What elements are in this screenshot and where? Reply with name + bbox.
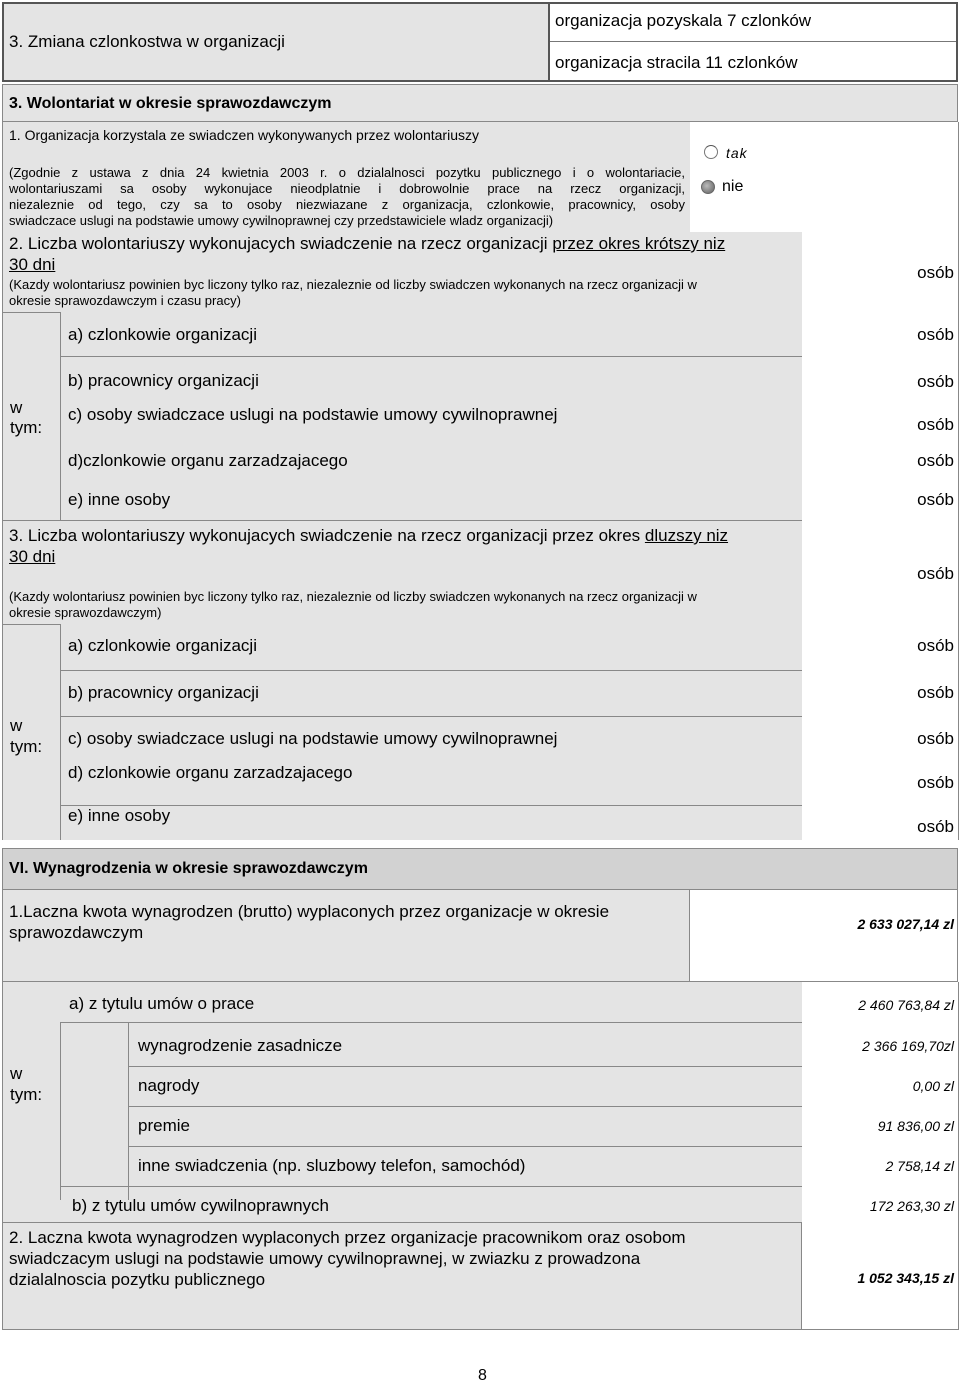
q2-item: a) czlonkowie organizacji (68, 325, 257, 344)
q2-unit: osób (917, 372, 954, 391)
total-value: 2 633 027,14 zl (857, 916, 954, 932)
q2-salary-label-line: dzialalnoscia pozytku publicznego (9, 1270, 266, 1289)
option-yes-label: tak (726, 145, 748, 161)
q3-note-line: (Kazdy wolontariusz powinien byc liczony tylko raz, niezaleznie od liczby swiadczen wykonanych na rzecz organizacji w (9, 589, 697, 604)
q2-unit: osób (917, 263, 954, 282)
q3-note-line: okresie sprawozdawczym) (9, 605, 162, 620)
employment-value: 2 460 763,84 zl (858, 997, 954, 1013)
q2-duration: przez okres krótszy niz (552, 234, 726, 253)
total-label-line: 1.Laczna kwota wynagrodzen (brutto) wyplaconych przez organizacje w okresie (9, 902, 610, 921)
q2-item: b) pracownicy organizacji (68, 371, 259, 390)
bonuses-label: premie (138, 1116, 190, 1135)
q2-note-line: (Kazdy wolontariusz powinien byc liczony tylko raz, niezaleznie od liczby swiadczen wykonanych na rzecz organizacji w (9, 277, 697, 292)
q3-unit: osób (917, 773, 954, 792)
row-divider (128, 1066, 802, 1067)
q1-note-line: (Zgodnie z ustawa z dnia 24 kwietnia 2003 r. o dzialalnosci pozytku publicznego i o wolontariacie, (9, 165, 685, 180)
q2-salary-label-line: 2. Laczna kwota wynagrodzen wyplaconych przez organizacje pracownikom oraz osobom (9, 1228, 686, 1247)
w-label: w (10, 398, 23, 417)
q3-unit: osób (917, 817, 954, 836)
q3-duration: dluzszy niz (644, 526, 729, 545)
employment-label: a) z tytulu umów o prace (69, 994, 255, 1013)
w-label: w (10, 716, 23, 735)
base-salary-value: 2 366 169,70zl (862, 1038, 954, 1054)
other-benefits-value: 2 758,14 zl (885, 1158, 954, 1174)
q2-item: e) inne osoby (68, 490, 171, 509)
option-no-label: nie (722, 178, 744, 195)
q3-duration-days: 30 dni (9, 547, 56, 566)
q3-unit: osób (917, 683, 954, 702)
row-divider (60, 1022, 802, 1023)
total-value-cell (690, 890, 958, 982)
q3-item: e) inne osoby (68, 806, 171, 825)
q2-unit: osób (917, 490, 954, 509)
q3-item: b) pracownicy organizacji (68, 683, 259, 702)
awards-value: 0,00 zl (912, 1078, 954, 1094)
tym-label: tym: (10, 1085, 43, 1104)
q3-item: a) czlonkowie organizacji (68, 636, 257, 655)
right-border (958, 122, 959, 840)
civil-contracts-label: b) z tytulu umów cywilnoprawnych (72, 1196, 329, 1215)
volunteering-title: 3. Wolontariat w okresie sprawozdawczym (9, 95, 332, 112)
base-salary-label: wynagrodzenie zasadnicze (138, 1036, 343, 1055)
row-divider (60, 716, 802, 717)
q2-duration-days: 30 dni (9, 255, 56, 274)
membership-label: 3. Zmiana czlonkostwa w organizacji (9, 32, 285, 51)
q2-salary-value: 1 052 343,15 zl (857, 1270, 954, 1286)
radio-yes[interactable] (704, 145, 718, 159)
row-divider (60, 805, 802, 806)
q2-unit: osób (917, 451, 954, 470)
row-divider (128, 1106, 802, 1107)
row-divider (60, 356, 802, 357)
q2-note-line: okresie sprawozdawczym i czasu pracy) (9, 293, 241, 308)
right-border (958, 982, 959, 1330)
row-divider (2, 520, 802, 521)
members-gained: organizacja pozyskala 7 czlonków (555, 11, 812, 30)
q2-question-text: 2. Liczba wolontariuszy wykonujacych swiadczenie na rzecz organizacji (9, 234, 553, 253)
members-lost: organizacja stracila 11 czlonków (555, 53, 798, 72)
row-divider (60, 1186, 802, 1187)
bonuses-value: 91 836,00 zl (877, 1118, 954, 1134)
q3-unit: osób (917, 636, 954, 655)
total-label-line: sprawozdawczym (9, 923, 144, 942)
q3-item: d) czlonkowie organu zarzadzajacego (68, 763, 353, 782)
bottom-border (802, 1329, 958, 1330)
q2-item: d)czlonkowie organu zarzadzajacego (68, 451, 348, 470)
divider (550, 41, 956, 42)
tym-label: tym: (10, 418, 43, 437)
page-number: 8 (478, 1367, 487, 1384)
q2-unit: osób (917, 415, 954, 434)
q3-question (9, 526, 728, 546)
awards-label: nagrody (138, 1076, 200, 1095)
q3-unit: osób (917, 564, 954, 583)
w-label: w (10, 1064, 23, 1083)
q2-question (9, 234, 725, 254)
q3-item: c) osoby swiadczace uslugi na podstawie umowy cywilnoprawnej (68, 729, 558, 748)
q3-question-text: 3. Liczba wolontariuszy wykonujacych swiadczenie na rzecz organizacji przez okres (9, 526, 645, 545)
q3-unit: osób (917, 729, 954, 748)
q1-note-line: swiadczace uslugi na podstawie umowy cywilnoprawnej czy przedstawiciele wladz organizacji) (9, 213, 554, 228)
q1-question: 1. Organizacja korzystala ze swiadczen wykonywanych przez wolontariuszy (9, 127, 479, 143)
civil-contracts-value: 172 263,30 zl (869, 1198, 954, 1214)
q2-salary-label-line: swiadczacym uslugi na podstawie umowy cywilnoprawnej, w zwiazku z prowadzona (9, 1249, 641, 1268)
tym-label: tym: (10, 737, 43, 756)
q1-note-line: wolontariuszami sa osoby wykonujace nieodplatnie i dobrowolnie prace na rzecz organizacji, (9, 181, 685, 196)
row-divider (128, 1146, 802, 1147)
q2-unit: osób (917, 325, 954, 344)
salaries-title: VI. Wynagrodzenia w okresie sprawozdawczym (9, 860, 368, 877)
other-benefits-label: inne swiadczenia (np. sluzbowy telefon, samochód) (138, 1156, 526, 1175)
q1-note-line: niezaleznie od tego, czy sa to osoby niezwiazane z organizacja, czlonkowie, pracownicy, osoby (9, 197, 685, 212)
radio-no[interactable] (701, 180, 715, 194)
row-divider (60, 670, 802, 671)
q2-item: c) osoby swiadczace uslugi na podstawie umowy cywilnoprawnej (68, 405, 558, 424)
